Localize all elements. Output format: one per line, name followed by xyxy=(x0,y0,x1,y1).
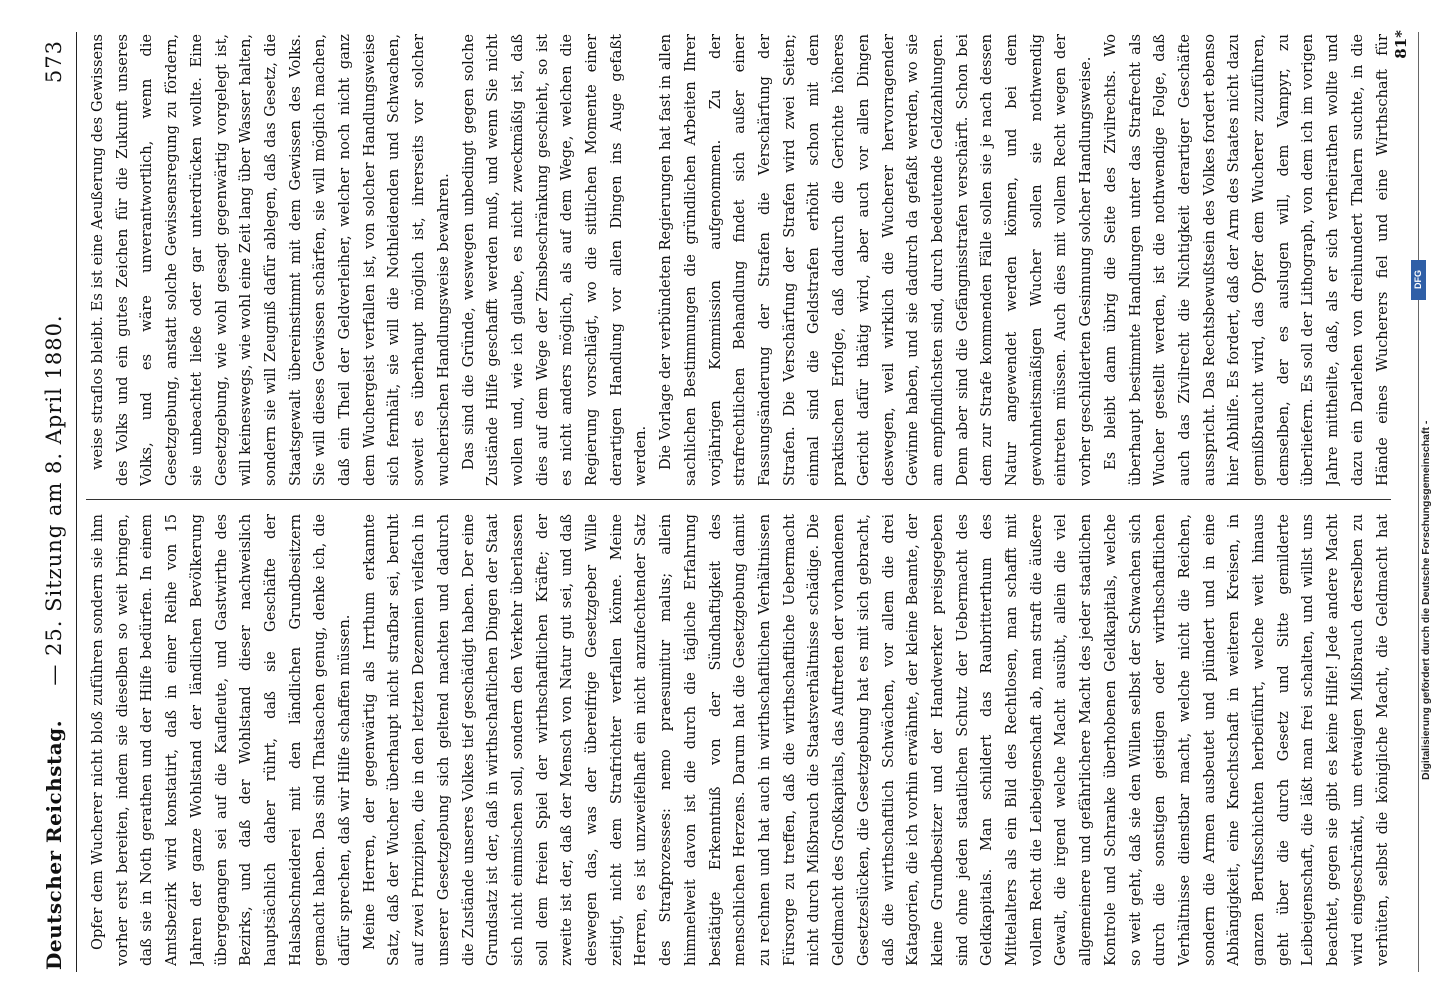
paragraph: Meine Herren, der gegenwärtig als Irrthum erkannte Satz, daß der Wucher überhaupt nicht strafbar sei, beruht auf zwei Prinzipien, die in den letzten Dezennien vielfach in unserer Gesetzgebung sich geltend machten und dadurch die Zustände unseres Volkes tief geschädigt haben. Der eine Grundsatz ist der, daß in wirthschaftlichen Dingen der Staat sich nicht einmischen soll, sondern den Verkehr überlassen soll dem freien Spiel der wirthschaftlichen Kräfte; der zweite ist der, daß der Mensch von Natur gut sei, und daß deswegen das, was der übereifrige Gesetzgeber Wille zeitigt, nicht dem Strafrichter verfallen könne. Meine Herren, es ist unzweifelhaft ein nicht anzufechtender Satz des Strafprozesses: nemo praesumitur malus; allein himmelweit davon ist die durch die tägliche Erfahrung bestätigte Erkenntniß von der Sündhaftigkeit des menschlichen Herzens. Darum hat die Gesetzgebung damit zu rechnen und hat auch in wirthschaftlichen Verhältnissen Fürsorge zu treffen, daß die wirthschaftliche Uebermacht nicht durch Mißbrauch die Staatsverhältnisse schädige. Die Geldmacht des Großkapitals, das Auftreten der vorhandenen Gesetzeslücken, die Gesetzgebung hat es mit sich gebracht, daß die wirthschaftlich Schwächen, vor allem die drei Katagorien, die ich vorhin erwähnte, der kleine Beamte, der kleine Grundbesitzer und der Handwerker preisgegeben sind ohne jeden staatlichen Schutz der Uebermacht des Geldkapitals. Man schildert das Raubritterthum des Mittelalters als ein Bild des Rechtlosen, man schafft mit vollem Recht die Leibeigenschaft ab, man straft die äußere Gewalt, die irgend welche Macht ausübt, allein die viel allgemeinere und gefährlichere Macht des jeder staatlichen Kontrole und Schranke überhobenen Geldkapitals, welche so weit geht, daß sie den Willen selbst der Schwachen sich durch die sonstigen geistigen oder wirthschaftlichen Verhältnisse dienstbar macht, welche nicht die Reichen, sondern die Armen ausbeutet und plündert und in eine Abhängigkeit, eine Knechtschaft in weiteren Kreisen, in ganzen Berufsschichten herbeiführt, welche weit hinaus geht über die durch Gesetz und Sitte gemilderte Leibeigenschaft, die läßt man frei schalten, und willst uns beachtet, gegen sie gibt es keine Hilfe! Jede andere Macht wird eingeschränkt, um etwaigen Mißbrauch derselben zu verhüten, selbst die königliche Macht, die Geldmacht hat xyxy=(360,514,1391,966)
paragraph: Opfer dem Wucherer nicht bloß zuführen sondern sie ihm vorher erst bereiten, indem sie dieselben so weit bringen, daß sie in Noth gerathen und der Hilfe bedürfen. In einem Amtsbezirk wird konstatirt, daß in einer Reihe von 15 Jahren der ganze Wohlstand der ländlichen Bevölkerung übergegangen sei auf die Kaufleute, und Gastwirthe des Bezirks, und daß der Wohlstand dieser nachweislich hauptsächlich daher rührt, daß sie Geschäfte der Halsabschneiderei mit den ländlichen Grundbesitzern gemacht haben. Das sind Thatsachen genug, denke ich, die dafür sprechen, daß wir Hilfe schaffen müssen. xyxy=(89,514,354,966)
page-number: 573 xyxy=(42,40,66,84)
dfg-credit xyxy=(1408,260,1432,870)
paragraph: Die Vorlage der verbündeten Regierungen hat fast in allen sachlichen Bestimmungen die gründlichen Arbeiten Ihrer vorjährigen Kommission aufgenommen. Zu der strafrechtlichen Behandlung findet sich außer einer Fassungsänderung der Strafen die Verschärfung der Strafen. Die Verschärfung der Strafen wird zwei Seiten; einmal sind die Geldstrafen erhöht schon mit dem praktischen Erfolge, daß dadurch die Gerichte höheres Gericht dafür thätig wird, aber auch vor allen Dingen deswegen, weil wirklich die Wucherer hervorragender Gewinne haben, und sie dadurch da gefaßt werden, wo sie am empfindlichsten sind, durch bedeutende Geldzahlungen. Denn aber sind die Gefängnisstrafen verschärft. Schon bei dem zur Strafe kommenden Fälle sollen sie je nach dessen Natur angewendet werden können, und bei dem gewohnheitsmäßigen Wucher sollen sie nothwendig eintreten müssen. Auch dies mit vollem Recht wegen der vorher geschilderten Gesinnung solcher Handlungsweise. xyxy=(657,34,1095,486)
paragraph: weise straflos bleibt. Es ist eine Aeußerung des Gewissens des Volks und ein gutes Zeichen für die Zukunft unseres Volks, und es wäre unverantwortlich, wenn die Gesetzgebung, anstatt solche Gewissensregung zu fördern, sie unbeachtet ließe oder gar unterdrücken wollte. Eine Gesetzgebung, wie wohl gesagt gegenwärtig vorgelegt ist, will keineswegs, wie wohl eine Zeit lang über Wasser halten, sondern sie will Zeugniß dafür ablegen, daß das Gesetz, die Staatsgewalt übereinstimmt mit dem Gewissen des Volks. Sie will dieses Gewissen schärfen, sie will möglich machen, daß ein Theil der Geldverleiher, welcher noch nicht ganz dem Wuchergeist verfallen ist, von solcher Handlungsweise sich fernhält, sie will die Nothleidenden und Schwachen, soweit es überhaupt möglich ist, ihrerseits vor solcher wucherischen Handlungsweise bewahren. xyxy=(89,34,452,486)
paragraph: Es bleibt dann übrig die Seite des Zivilrechts. Wo überhaupt bestimmte Handlungen unter das Strafrecht als Wucher gestellt werden, ist die nothwendige Folge, daß auch das Zivilrecht die Nichtigkeit derartiger Geschäfte ausspricht. Das Rechtsbewußtsein des Volkes fordert ebenso hier Abhilfe. Es fordert, daß der Arm des Staates nicht dazu gemißbraucht wird, das Opfer dem Wucherer zuzuführen, demselben, der es auslugen will, dem Vampyr, zu überliefern. Es soll der Lithograph, von dem ich im vorigen Jahre mittheilte, daß, als er sich verheirathen wollte und dazu ein Darlehen von dreihundert Thalern suchte, in die Hände eines Wucherers fiel und eine Wirthschaft für xyxy=(1101,34,1391,486)
text-column-right xyxy=(86,34,1391,486)
text-column-left xyxy=(86,514,1391,966)
page-header xyxy=(0,0,92,1000)
header-session: — 25. Sitzung am 8. April 1880. xyxy=(42,314,66,686)
header-rule xyxy=(76,32,77,972)
signature-mark: 81* xyxy=(1392,30,1410,59)
dfg-badge: DFG xyxy=(1411,260,1426,300)
credit-text: Digitalisierung gefördert durch die Deutsche Forschungsgemeinschaft - xyxy=(1420,420,1432,780)
column-divider xyxy=(86,499,1391,500)
header-title: Deutscher Reichstag. xyxy=(42,719,66,970)
paragraph: Das sind die Gründe, weswegen unbedingt gegen solche Zustände Hilfe geschafft werden muß, und wenn Sie nicht wollen und, wie ich glaube, es nicht zweckmäßig ist, daß dies auf dem Wege der Zinsbeschränkung geschieht, so ist es nicht anders möglich, als auf dem Wege, welchen die Regierung vorschlägt, wo die sittlichen Momente einer derartigen Handlung vor allen Dingen ins Auge gefaßt werden. xyxy=(459,34,650,486)
